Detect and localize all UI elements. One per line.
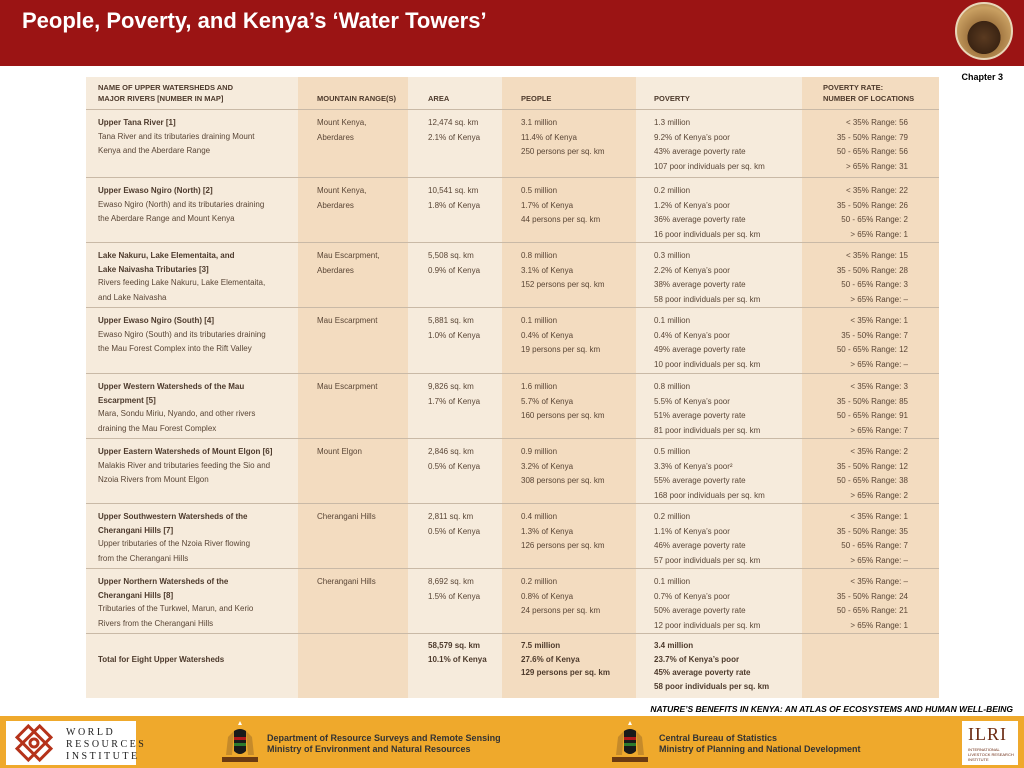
dept-line: Central Bureau of Statistics: [659, 733, 778, 743]
poverty-rate-line: > 65% Range: 7: [850, 426, 908, 436]
poverty-cell-line: 0.7% of Kenya’s poor: [654, 591, 730, 601]
poverty-rate-line: > 65% Range: –: [850, 360, 908, 370]
wri-name-line: RESOURCES: [66, 739, 147, 750]
area-cell: [428, 249, 480, 278]
poverty-cell: [654, 445, 765, 504]
row-divider: [86, 633, 939, 634]
wri-logo: [6, 721, 147, 765]
poverty-rate-line: 35 - 50% Range: 12: [836, 461, 908, 471]
poverty-cell-line: 0.2 million: [654, 186, 691, 195]
header-name: [98, 82, 233, 104]
area-cell: [428, 445, 480, 474]
poverty-rate-cell: [837, 575, 908, 634]
poverty-cell: [654, 184, 760, 243]
total-people: [521, 639, 610, 680]
watershed-name-cell: [98, 184, 264, 227]
dept-resource-surveys: [267, 733, 501, 755]
total-area-line: 10.1% of Kenya: [428, 654, 487, 664]
poverty-cell-line: 55% average poverty rate: [654, 476, 746, 486]
people-cell: [521, 575, 600, 619]
poverty-cell-line: 1.3 million: [654, 118, 691, 127]
watershed-name: Upper Western Watersheds of the Mau: [98, 382, 245, 391]
watershed-description: the Mau Forest Complex into the Rift Valley: [98, 344, 252, 353]
people-cell-line: 160 persons per sq. km: [521, 411, 605, 421]
watershed-description: draining the Mau Forest Complex: [98, 423, 217, 433]
people-cell: [521, 249, 605, 293]
area-cell: [428, 575, 480, 604]
poverty-rate-line: < 35% Range: 2: [850, 447, 908, 456]
people-cell: [521, 510, 605, 554]
poverty-cell-line: 36% average poverty rate: [654, 215, 746, 225]
watershed-description: Rivers feeding Lake Nakuru, Lake Elementaita,: [98, 278, 266, 287]
watershed-name-cell: [98, 314, 266, 357]
dept-line: Department of Resource Surveys and Remote Sensing: [267, 733, 501, 743]
poverty-cell-line: 1.2% of Kenya’s poor: [654, 200, 730, 210]
area-cell-line: 5,881 sq. km: [428, 316, 474, 325]
header-poverty: POVERTY: [654, 94, 690, 103]
ilri-subtitle: [968, 747, 1014, 762]
poverty-cell-line: 107 poor individuals per sq. km: [654, 162, 765, 172]
poverty-rate-line: 50 - 65% Range: 56: [836, 147, 908, 157]
poverty-rate-line: < 35% Range: 56: [845, 118, 908, 127]
mountain-range-cell: [317, 249, 380, 278]
total-poverty-line: 58 poor individuals per sq. km: [654, 681, 770, 691]
poverty-rate-line: 35 - 50% Range: 24: [836, 591, 908, 601]
watershed-name-cell: [98, 249, 265, 305]
area-cell: [428, 116, 480, 145]
poverty-rate-line: < 35% Range: 3: [850, 382, 908, 391]
mountain-range-cell-line: Mau Escarpment,: [317, 251, 380, 260]
poverty-rate-line: < 35% Range: 22: [845, 186, 908, 195]
poverty-rate-cell: [837, 445, 908, 504]
people-cell-line: 308 persons per sq. km: [521, 476, 605, 486]
mountain-range-cell-line: Mount Kenya,: [317, 186, 367, 195]
watershed-description: Tana River and its tributaries draining Mount: [98, 131, 255, 141]
ilri-wordmark: ILRI: [968, 724, 1007, 744]
people-cell-line: 250 persons per sq. km: [521, 147, 605, 157]
poverty-cell: [654, 510, 760, 569]
watershed-name: Upper Ewaso Ngiro (North) [2]: [98, 186, 213, 195]
people-cell: [521, 445, 605, 489]
ilri-logo: [962, 721, 1018, 765]
poverty-rate-line: > 65% Range: 2: [850, 491, 908, 501]
poverty-cell-line: 0.3 million: [654, 251, 691, 260]
watershed-description: Nzoia Rivers from Mount Elgon: [98, 475, 209, 484]
header-area: AREA: [428, 94, 450, 103]
watershed-name-cell: [98, 575, 253, 631]
mountain-range-cell: [317, 445, 362, 460]
poverty-rate-line: 35 - 50% Range: 35: [836, 526, 908, 536]
row-divider: [86, 109, 939, 110]
area-cell-line: 12,474 sq. km: [428, 118, 479, 127]
area-cell-line: 1.8% of Kenya: [428, 200, 481, 210]
people-cell: [521, 314, 600, 358]
poverty-rate-line: > 65% Range: –: [850, 556, 908, 566]
watershed-description: Rivers from the Cherangani Hills: [98, 618, 214, 628]
poverty-cell-line: 0.1 million: [654, 316, 691, 325]
total-people-line: 27.6% of Kenya: [521, 654, 580, 664]
people-cell-line: 5.7% of Kenya: [521, 396, 574, 406]
watershed-description: Kenya and the Aberdare Range: [98, 146, 211, 155]
people-cell-line: 0.1 million: [521, 316, 558, 325]
row-divider: [86, 503, 939, 504]
total-poverty-line: 45% average poverty rate: [654, 668, 751, 677]
poverty-cell-line: 50% average poverty rate: [654, 606, 746, 616]
total-area: [428, 639, 487, 666]
people-cell-line: 0.4% of Kenya: [521, 330, 574, 340]
header-rate-line: NUMBER OF LOCATIONS: [823, 94, 915, 103]
area-cell-line: 2,811 sq. km: [428, 512, 474, 521]
poverty-cell: [654, 249, 760, 308]
people-cell-line: 3.2% of Kenya: [521, 461, 574, 471]
poverty-rate-line: 50 - 65% Range: 3: [841, 280, 908, 290]
watershed-name-cell: [98, 445, 272, 488]
watershed-description: from the Cherangani Hills: [98, 553, 189, 563]
row-divider: [86, 242, 939, 243]
area-cell: [428, 184, 480, 213]
poverty-rate-cell: [837, 314, 908, 373]
watershed-name: Lake Nakuru, Lake Elementaita, and: [98, 251, 235, 260]
watershed-name: Cherangani Hills [7]: [98, 525, 174, 535]
people-cell-line: 1.7% of Kenya: [521, 200, 574, 210]
area-cell-line: 8,692 sq. km: [428, 577, 474, 586]
poverty-cell-line: 38% average poverty rate: [654, 280, 746, 290]
mountain-range-cell-line: Mau Escarpment: [317, 316, 378, 325]
dept-line: Ministry of Environment and Natural Resources: [267, 744, 471, 754]
child-portrait-photo: [955, 2, 1013, 60]
poverty-cell-line: 58 poor individuals per sq. km: [654, 295, 761, 305]
mountain-range-cell: [317, 184, 366, 213]
people-cell: [521, 380, 605, 424]
poverty-rate-cell: [837, 380, 908, 439]
atlas-caption: NATURE’S BENEFITS IN KENYA: AN ATLAS OF ECOSYSTEMS AND HUMAN WELL-BEING: [650, 704, 1013, 714]
wri-name-line: INSTITUTE: [66, 751, 140, 762]
people-cell-line: 3.1 million: [521, 118, 558, 127]
watershed-name: Cherangani Hills [8]: [98, 590, 174, 600]
total-people-line: 129 persons per sq. km: [521, 668, 610, 677]
people-cell-line: 152 persons per sq. km: [521, 280, 605, 290]
poverty-rate-cell: [837, 249, 908, 308]
watershed-name: Upper Northern Watersheds of the: [98, 577, 229, 586]
poverty-rate-line: > 65% Range: 31: [845, 162, 908, 172]
poverty-cell-line: 46% average poverty rate: [654, 541, 746, 551]
poverty-cell-line: 0.8 million: [654, 382, 691, 391]
header-rate-line: POVERTY RATE:: [823, 83, 884, 92]
people-cell-line: 0.8% of Kenya: [521, 591, 574, 601]
poverty-rate-cell: [837, 184, 908, 243]
poverty-cell: [654, 380, 760, 439]
table-row: [86, 510, 939, 575]
page-title: People, Poverty, and Kenya’s ‘Water Towers’: [22, 8, 487, 33]
kenya-coat-of-arms-icon: [608, 721, 652, 765]
poverty-rate-line: 35 - 50% Range: 7: [841, 330, 908, 340]
watershed-name-cell: [98, 116, 255, 159]
poverty-rate-line: > 65% Range: 1: [850, 621, 908, 631]
watershed-description: Mara, Sondu Miriu, Nyando, and other rivers: [98, 409, 256, 418]
poverty-rate-line: 50 - 65% Range: 12: [836, 345, 908, 355]
header-name-line: NAME OF UPPER WATERSHEDS AND: [98, 83, 234, 92]
footer-bar: [0, 716, 1024, 768]
poverty-rate-line: 50 - 65% Range: 21: [836, 606, 908, 616]
ilri-sub-line: INSTITUTE: [968, 757, 989, 762]
people-cell: [521, 184, 600, 228]
area-cell-line: 1.0% of Kenya: [428, 330, 481, 340]
watershed-description: the Aberdare Range and Mount Kenya: [98, 214, 235, 223]
mountain-range-cell-line: Mount Elgon: [317, 447, 362, 456]
people-cell-line: 1.6 million: [521, 382, 558, 391]
area-cell-line: 2.1% of Kenya: [428, 132, 481, 142]
row-divider: [86, 438, 939, 439]
people-cell-line: 0.9 million: [521, 447, 558, 456]
total-poverty-line: 23.7% of Kenya’s poor: [654, 654, 740, 664]
total-area-line: 58,579 sq. km: [428, 641, 481, 650]
poverty-cell: [654, 116, 765, 175]
table-row: [86, 380, 939, 445]
poverty-rate-line: 50 - 65% Range: 91: [836, 411, 908, 421]
poverty-cell-line: 9.2% of Kenya’s poor: [654, 132, 730, 142]
people-cell-line: 0.2 million: [521, 577, 558, 586]
mountain-range-cell-line: Aberdares: [317, 132, 354, 142]
mountain-range-cell: [317, 314, 377, 329]
people-cell-line: 0.8 million: [521, 251, 558, 260]
mountain-range-cell: [317, 575, 376, 590]
poverty-cell-line: 5.5% of Kenya’s poor: [654, 396, 730, 406]
area-cell-line: 0.5% of Kenya: [428, 526, 481, 536]
mountain-range-cell-line: Aberdares: [317, 200, 354, 210]
poverty-rate-cell: [837, 510, 908, 569]
table-row: [86, 184, 939, 249]
area-cell-line: 5,508 sq. km: [428, 251, 474, 260]
poverty-cell: [654, 575, 760, 634]
area-cell-line: 9,826 sq. km: [428, 382, 474, 391]
poverty-cell-line: 2.2% of Kenya’s poor: [654, 265, 730, 275]
wri-name: [66, 727, 146, 763]
mountain-range-cell-line: Cherangani Hills: [317, 512, 376, 521]
poverty-rate-line: 35 - 50% Range: 26: [836, 200, 908, 210]
header-rate: [823, 82, 914, 104]
poverty-cell-line: 81 poor individuals per sq. km: [654, 426, 761, 436]
poverty-cell-line: 43% average poverty rate: [654, 147, 746, 157]
poverty-cell-line: 0.2 million: [654, 512, 691, 521]
watershed-description: Ewaso Ngiro (South) and its tributaries draining: [98, 329, 266, 339]
watershed-name: Upper Ewaso Ngiro (South) [4]: [98, 316, 214, 325]
people-cell-line: 126 persons per sq. km: [521, 541, 605, 551]
poverty-rate-line: > 65% Range: 1: [850, 230, 908, 240]
mountain-range-cell-line: Aberdares: [317, 265, 354, 275]
total-people-line: 7.5 million: [521, 641, 561, 650]
poverty-rate-line: 35 - 50% Range: 85: [836, 396, 908, 406]
watershed-name: Upper Eastern Watersheds of Mount Elgon [6]: [98, 447, 273, 456]
area-cell: [428, 380, 480, 409]
total-poverty: [654, 639, 769, 693]
area-cell-line: 0.5% of Kenya: [428, 461, 481, 471]
ilri-sub-line: INTERNATIONAL: [968, 747, 1000, 752]
poverty-cell: [654, 314, 760, 373]
table-row: [86, 249, 939, 314]
area-cell-line: 10,541 sq. km: [428, 186, 479, 195]
table-row: [86, 116, 939, 181]
poverty-cell-line: 3.3% of Kenya’s poor²: [654, 461, 733, 471]
watershed-name: Upper Tana River [1]: [98, 118, 176, 127]
people-cell-line: 0.5 million: [521, 186, 558, 195]
total-name: Total for Eight Upper Watersheds: [98, 655, 225, 664]
mountain-range-cell: [317, 510, 376, 525]
dept-central-bureau: [659, 733, 861, 755]
header-people: PEOPLE: [521, 94, 552, 103]
watershed-description: Ewaso Ngiro (North) and its tributaries draining: [98, 199, 265, 209]
poverty-rate-line: 50 - 65% Range: 38: [836, 476, 908, 486]
poverty-rate-line: 35 - 50% Range: 79: [836, 132, 908, 142]
table-row: [86, 445, 939, 510]
poverty-rate-line: < 35% Range: –: [850, 577, 908, 586]
table-row: [86, 575, 939, 640]
watershed-description: Upper tributaries of the Nzoia River flowing: [98, 539, 251, 548]
poverty-cell-line: 57 poor individuals per sq. km: [654, 556, 761, 566]
watershed-description: Tributaries of the Turkwel, Marun, and Kerio: [98, 604, 254, 613]
watershed-table: [86, 77, 939, 698]
watershed-description: and Lake Naivasha: [98, 292, 167, 302]
poverty-rate-cell: [837, 116, 908, 175]
area-cell-line: 1.5% of Kenya: [428, 591, 481, 601]
poverty-cell-line: 1.1% of Kenya’s poor: [654, 526, 730, 536]
people-cell-line: 11.4% of Kenya: [521, 132, 577, 142]
poverty-cell-line: 0.4% of Kenya’s poor: [654, 330, 730, 340]
row-divider: [86, 568, 939, 569]
mountain-range-cell-line: Cherangani Hills: [317, 577, 376, 586]
kenya-coat-of-arms-icon: [218, 721, 262, 765]
people-cell: [521, 116, 605, 160]
ilri-sub-line: LIVESTOCK RESEARCH: [968, 752, 1014, 757]
watershed-name: Upper Southwestern Watersheds of the: [98, 512, 248, 521]
poverty-rate-line: 35 - 50% Range: 28: [836, 265, 908, 275]
poverty-rate-line: < 35% Range: 15: [845, 251, 908, 260]
people-cell-line: 3.1% of Kenya: [521, 265, 574, 275]
people-cell-line: 1.3% of Kenya: [521, 526, 574, 536]
area-cell: [428, 510, 480, 539]
poverty-cell-line: 49% average poverty rate: [654, 345, 746, 355]
chapter-label: Chapter 3: [961, 72, 1003, 82]
poverty-cell-line: 10 poor individuals per sq. km: [654, 360, 761, 370]
area-cell-line: 1.7% of Kenya: [428, 396, 481, 406]
people-cell-line: 19 persons per sq. km: [521, 345, 601, 355]
watershed-description: Malakis River and tributaries feeding the Sio and: [98, 460, 271, 470]
watershed-name: Escarpment [5]: [98, 395, 156, 405]
mountain-range-cell: [317, 380, 377, 395]
area-cell-line: 0.9% of Kenya: [428, 265, 481, 275]
header-name-line: MAJOR RIVERS [NUMBER IN MAP]: [98, 94, 224, 103]
poverty-rate-line: 50 - 65% Range: 7: [841, 541, 908, 551]
poverty-cell-line: 168 poor individuals per sq. km: [654, 491, 765, 501]
poverty-rate-line: < 35% Range: 1: [850, 316, 908, 325]
poverty-cell-line: 0.1 million: [654, 577, 691, 586]
watershed-name-cell: [98, 510, 250, 566]
poverty-cell-line: 51% average poverty rate: [654, 411, 746, 421]
poverty-cell-line: 16 poor individuals per sq. km: [654, 230, 761, 240]
poverty-rate-line: > 65% Range: –: [850, 295, 908, 305]
table-row: [86, 314, 939, 379]
header-bar: [0, 0, 1024, 66]
row-divider: [86, 373, 939, 374]
area-cell: [428, 314, 480, 343]
wri-knot-icon: [12, 723, 56, 763]
area-cell-line: 2,846 sq. km: [428, 447, 474, 456]
mountain-range-cell: [317, 116, 366, 145]
poverty-rate-line: < 35% Range: 1: [850, 512, 908, 521]
people-cell-line: 0.4 million: [521, 512, 558, 521]
watershed-name: Lake Naivasha Tributaries [3]: [98, 264, 209, 274]
people-cell-line: 24 persons per sq. km: [521, 606, 601, 616]
dept-line: Ministry of Planning and National Development: [659, 744, 861, 754]
poverty-rate-line: 50 - 65% Range: 2: [841, 215, 908, 225]
people-cell-line: 44 persons per sq. km: [521, 215, 601, 225]
watershed-name-cell: [98, 380, 255, 436]
mountain-range-cell-line: Mau Escarpment: [317, 382, 378, 391]
total-poverty-line: 3.4 million: [654, 641, 694, 650]
poverty-cell-line: 0.5 million: [654, 447, 691, 456]
row-divider: [86, 307, 939, 308]
poverty-cell-line: 12 poor individuals per sq. km: [654, 621, 761, 631]
mountain-range-cell-line: Mount Kenya,: [317, 118, 367, 127]
wri-name-line: WORLD: [66, 727, 116, 738]
header-mountain: MOUNTAIN RANGE(S): [317, 94, 397, 103]
row-divider: [86, 177, 939, 178]
